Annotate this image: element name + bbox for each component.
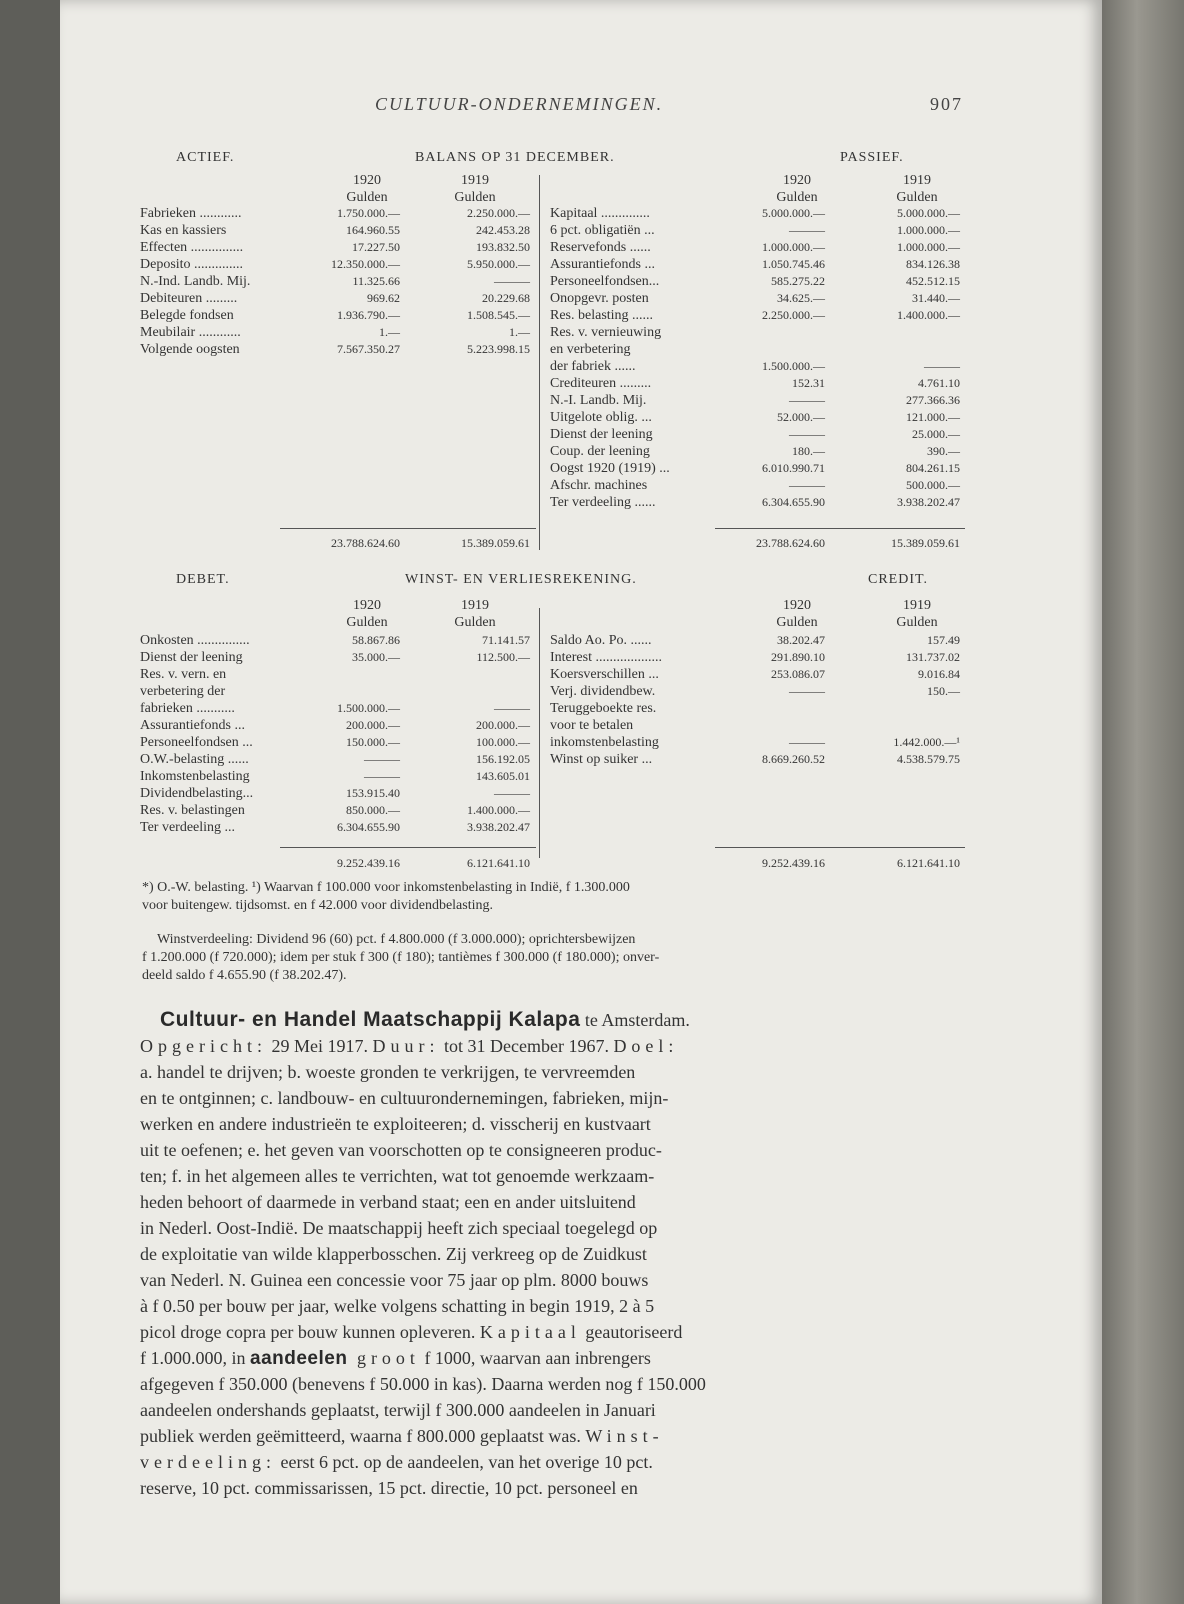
article-line-13 <box>140 1322 682 1343</box>
table-cell: 585.275.22 <box>771 274 825 288</box>
table-cell: Winst op suiker ... <box>550 752 653 767</box>
pl-debit-labels <box>140 632 253 836</box>
table-cell: 157.49 <box>927 633 960 647</box>
bal-debit-1920 <box>300 205 400 358</box>
table-cell <box>300 666 400 683</box>
table-cell <box>720 717 825 734</box>
table-cell: Assurantiefonds ... <box>140 718 245 733</box>
table-cell: 277.366.36 <box>906 393 960 407</box>
kapitaal-label: Kapitaal <box>479 1322 581 1342</box>
table-cell: 2.250.000.— <box>467 206 530 220</box>
table-cell: 8.669.260.52 <box>762 752 825 766</box>
table-cell: 3.938.202.47 <box>467 820 530 834</box>
table-cell: 153.915.40 <box>346 786 400 800</box>
article-line-5: werken en andere industrieën te exploiteeren; d. visscherij en kustvaart <box>140 1114 651 1134</box>
pl-credit-1919 <box>850 632 960 768</box>
table-cell: O.W.-belasting ...... <box>140 752 249 767</box>
table-cell: 1.— <box>509 325 530 339</box>
table-cell: 1.750.000.— <box>337 206 400 220</box>
table-cell: 38.202.47 <box>777 633 825 647</box>
table-cell: Debiteuren ......... <box>140 291 238 306</box>
table-cell: 5.000.000.— <box>762 206 825 220</box>
table-cell: Ter verdeeling ... <box>140 820 236 835</box>
bal-credit-total-rule <box>715 528 965 529</box>
aandeelen-label: aandeelen <box>250 1348 348 1369</box>
table-cell: ——— <box>364 752 400 766</box>
article-line-12: à f 0.50 per bouw per jaar, welke volgens schatting in begin 1919, 2 à 5 <box>140 1296 655 1316</box>
table-cell: ——— <box>789 427 825 441</box>
table-cell: fabrieken ........... <box>140 701 235 716</box>
table-cell: 1.050.745.46 <box>762 257 825 271</box>
table-cell: 5.950.000.— <box>467 257 530 271</box>
table-cell <box>420 683 530 700</box>
table-cell: 100.000.— <box>476 735 530 749</box>
pl-debit-1920 <box>300 632 400 836</box>
table-cell: 152.31 <box>792 376 825 390</box>
pl-debit-1919 <box>420 632 530 836</box>
footnote-line-2: voor buitengew. tijdsomst. en f 42.000 voor dividendbelasting. <box>142 898 493 913</box>
table-cell: N.-I. Landb. Mij. <box>550 393 647 408</box>
table-cell: Dividendbelasting... <box>140 786 254 801</box>
table-cell <box>720 341 825 358</box>
bal-credit-labels <box>550 205 670 511</box>
table-cell: Kas en kassiers <box>140 223 227 238</box>
distribution-line-3: deeld saldo f 4.655.90 (f 38.202.47). <box>142 968 347 983</box>
pl-credit-col-1919: 1919 Gulden <box>896 598 938 630</box>
article-line-10: de exploitatie van wilde klapperbosschen. Zij verkreeg op de Zuidkust <box>140 1244 647 1264</box>
table-cell: Onkosten ............... <box>140 633 250 648</box>
table-cell: 850.000.— <box>346 803 400 817</box>
bal-credit-1920 <box>720 205 825 511</box>
table-cell: 3.938.202.47 <box>897 495 960 509</box>
table-cell: Res. belasting ...... <box>550 308 654 323</box>
bal-debit-total-rule <box>280 528 536 529</box>
table-cell: 112.500.— <box>476 650 530 664</box>
table-cell: 17.227.50 <box>352 240 400 254</box>
pl-debit-col-1920: 1920 Gulden <box>346 598 388 630</box>
article-line-3: a. handel te drijven; b. woeste gronden te verkrijgen, te vervreemden <box>140 1062 636 1082</box>
table-cell: 4.538.579.75 <box>897 752 960 766</box>
table-cell: 6.304.655.90 <box>337 820 400 834</box>
bal-debit-total-1920: 23.788.624.60 <box>331 536 400 550</box>
bal-debit-col-1920: 1920 Gulden <box>346 173 388 205</box>
bal-debit-1919 <box>420 205 530 358</box>
table-cell: 150.— <box>927 684 960 698</box>
table-cell: 58.867.86 <box>352 633 400 647</box>
table-cell: 150.000.— <box>346 735 400 749</box>
table-cell: 1.442.000.—¹ <box>893 735 960 749</box>
table-cell: Res. v. vern. en <box>140 667 227 682</box>
article-line-1 <box>160 1008 690 1032</box>
table-cell <box>420 666 530 683</box>
table-cell: ——— <box>364 769 400 783</box>
bal-credit-col-1919: 1919 Gulden <box>896 173 938 205</box>
article-line-6: uit te oefenen; e. het geven van voorschotten op te consigneeren produc- <box>140 1140 662 1160</box>
balance-right-caption: PASSIEF. <box>840 150 904 165</box>
table-cell: 1.508.545.— <box>467 308 530 322</box>
page-number: 907 <box>930 94 963 114</box>
table-cell: verbetering der <box>140 684 226 699</box>
table-cell: 6.010.990.71 <box>762 461 825 475</box>
table-cell: Onopgevr. posten <box>550 291 649 306</box>
table-cell: 1.500.000.— <box>337 701 400 715</box>
table-cell: 200.000.— <box>346 718 400 732</box>
table-cell: Crediteuren ......... <box>550 376 652 391</box>
distribution-line-2: f 1.200.000 (f 720.000); idem per stuk f 300 (f 180); tantièmes f 300.000 (f 180.000); onver- <box>142 950 660 965</box>
doel-label: Doel: <box>613 1036 679 1056</box>
table-cell <box>720 700 825 717</box>
article-line-8: heden behoort of daarmede in verband staat; een en ander uitsluitend <box>140 1192 636 1212</box>
pl-left-caption: DEBET. <box>176 572 230 587</box>
article-text: eerst 6 pct. op de aandeelen, van het overige 10 pct. <box>275 1452 653 1472</box>
table-cell: Ter verdeeling ...... <box>550 495 656 510</box>
table-cell: 34.625.— <box>777 291 825 305</box>
table-cell: Koersverschillen ... <box>550 667 659 682</box>
table-cell: 291.890.10 <box>771 650 825 664</box>
article-line-18 <box>140 1452 653 1473</box>
table-cell: 1.000.000.— <box>897 223 960 237</box>
article-line-15: afgegeven f 350.000 (benevens f 50.000 in kas). Daarna werden nog f 150.000 <box>140 1374 706 1394</box>
table-cell <box>300 683 400 700</box>
table-cell: 1.400.000.— <box>897 308 960 322</box>
table-cell: Coup. der leening <box>550 444 650 459</box>
table-cell: 9.016.84 <box>918 667 960 681</box>
table-cell: 804.261.15 <box>906 461 960 475</box>
table-cell <box>850 717 960 734</box>
table-cell: 7.567.350.27 <box>337 342 400 356</box>
table-cell: N.-Ind. Landb. Mij. <box>140 274 251 289</box>
table-cell: 11.325.66 <box>352 274 400 288</box>
groot-label: groot <box>347 1348 420 1368</box>
table-cell: Res. v. vernieuwing <box>550 325 662 340</box>
table-cell: 969.62 <box>367 291 400 305</box>
pl-title: WINST- EN VERLIESREKENING. <box>405 572 637 587</box>
table-cell: ——— <box>789 735 825 749</box>
footnote-line-1: *) O.-W. belasting. ¹) Waarvan f 100.000 voor inkomstenbelasting in Indië, f 1.300.000 <box>142 880 630 895</box>
table-cell: Personeelfondsen ... <box>140 735 253 750</box>
table-cell: Afschr. machines <box>550 478 648 493</box>
article-text: picol droge copra per bouw kunnen opleveren. <box>140 1322 480 1342</box>
table-cell: 180.— <box>792 444 825 458</box>
table-cell: 390.— <box>927 444 960 458</box>
article-line-9: in Nederl. Oost-Indië. De maatschappij heeft zich speciaal toegelegd op <box>140 1218 658 1238</box>
article-line-2 <box>140 1036 678 1057</box>
pl-debit-col-1919: 1919 Gulden <box>454 598 496 630</box>
table-cell: 1.500.000.— <box>762 359 825 373</box>
table-cell: 193.832.50 <box>476 240 530 254</box>
bal-debit-labels <box>140 205 250 358</box>
table-cell: 164.960.55 <box>346 223 400 237</box>
duur-value: tot 31 December 1967. <box>439 1036 614 1056</box>
table-cell: 242.453.28 <box>476 223 530 237</box>
running-header: CULTUUR-ONDERNEMINGEN. <box>375 94 664 114</box>
table-cell: 25.000.— <box>912 427 960 441</box>
table-cell: Oogst 1920 (1919) ... <box>550 461 670 476</box>
table-cell: voor te betalen <box>550 718 634 733</box>
bal-debit-total-1919: 15.389.059.61 <box>461 536 530 550</box>
article-line-11: van Nederl. N. Guinea een concessie voor 75 jaar op plm. 8000 bouws <box>140 1270 649 1290</box>
table-cell <box>850 341 960 358</box>
table-cell: der fabriek ...... <box>550 359 636 374</box>
table-cell: 143.605.01 <box>476 769 530 783</box>
table-cell: ——— <box>789 478 825 492</box>
table-cell: 500.000.— <box>906 478 960 492</box>
table-cell: Deposito .............. <box>140 257 244 272</box>
table-cell: ——— <box>494 786 530 800</box>
table-cell: 2.250.000.— <box>762 308 825 322</box>
table-cell: inkomstenbelasting <box>550 735 659 750</box>
table-cell: 12.350.000.— <box>331 257 400 271</box>
table-cell: 121.000.— <box>906 410 960 424</box>
bal-credit-col-1920: 1920 Gulden <box>776 173 818 205</box>
article-line-4: en te ontginnen; c. landbouw- en cultuurondernemingen, fabrieken, mijn- <box>140 1088 669 1108</box>
opgericht-label: Opgericht: <box>140 1036 267 1056</box>
table-cell: ——— <box>789 684 825 698</box>
balance-divider <box>539 175 540 550</box>
table-cell: Inkomstenbelasting <box>140 769 250 784</box>
table-cell: ——— <box>924 359 960 373</box>
table-cell: Volgende oogsten <box>140 342 240 357</box>
article-line-16: aandeelen ondershands geplaatst, terwijl f 300.000 aandeelen in Januari <box>140 1400 656 1420</box>
table-cell <box>720 324 825 341</box>
table-cell: Belegde fondsen <box>140 308 234 323</box>
table-cell: en verbetering <box>550 342 631 357</box>
article-text: f 1000, waarvan aan inbrengers <box>419 1348 651 1368</box>
table-cell: ——— <box>494 701 530 715</box>
article-line-19: reserve, 10 pct. commissarissen, 15 pct. directie, 10 pct. personeel en <box>140 1478 638 1498</box>
balance-left-caption: ACTIEF. <box>176 150 235 165</box>
table-cell: 20.229.68 <box>482 291 530 305</box>
table-cell: 253.086.07 <box>771 667 825 681</box>
table-cell: Uitgelote oblig. ... <box>550 410 652 425</box>
table-cell: 4.761.10 <box>918 376 960 390</box>
table-cell: Res. v. belastingen <box>140 803 245 818</box>
pl-debit-total-rule <box>280 847 536 848</box>
table-cell: Dienst der leening <box>140 650 243 665</box>
pl-debit-total-1920: 9.252.439.16 <box>337 856 400 870</box>
article-line-17 <box>140 1426 664 1447</box>
table-cell <box>850 324 960 341</box>
pl-debit-total-1919: 6.121.641.10 <box>467 856 530 870</box>
bal-credit-total-1920: 23.788.624.60 <box>756 536 825 550</box>
table-cell: Verj. dividendbew. <box>550 684 656 699</box>
table-cell: 156.192.05 <box>476 752 530 766</box>
table-cell: 452.512.15 <box>906 274 960 288</box>
book-binding <box>1098 0 1184 1604</box>
pl-credit-labels <box>550 632 662 768</box>
table-cell: 834.126.38 <box>906 257 960 271</box>
table-cell: 71.141.57 <box>482 633 530 647</box>
table-cell: ——— <box>789 393 825 407</box>
bal-credit-1919 <box>850 205 960 511</box>
pl-credit-total-1920: 9.252.439.16 <box>762 856 825 870</box>
opgericht-value: 29 Mei 1917. <box>266 1036 373 1056</box>
table-cell: ——— <box>789 223 825 237</box>
company-location: te Amsterdam. <box>580 1010 690 1030</box>
company-name: Cultuur- en Handel Maatschappij Kalapa <box>160 1008 581 1031</box>
distribution-line-1: Winstverdeeling: Dividend 96 (60) pct. f 4.800.000 (f 3.000.000); oprichtersbewijzen <box>157 932 636 947</box>
article-text: publiek werden geëmitteerd, waarna f 800.000 geplaatst was. <box>140 1426 586 1446</box>
bal-debit-col-1919: 1919 Gulden <box>454 173 496 205</box>
pl-credit-1920 <box>720 632 825 768</box>
table-cell: Effecten ............... <box>140 240 244 255</box>
table-cell <box>850 700 960 717</box>
pl-credit-total-rule <box>715 847 965 848</box>
winst-label: Winst- <box>585 1426 664 1446</box>
table-cell: 6 pct. obligatiën ... <box>550 223 655 238</box>
pl-divider <box>539 608 540 858</box>
table-cell: 1.400.000.— <box>467 803 530 817</box>
article-line-7: ten; f. in het algemeen alles te verrichten, wat tot genoemde werkzaam- <box>140 1166 655 1186</box>
table-cell: ——— <box>494 274 530 288</box>
table-cell: 131.737.02 <box>906 650 960 664</box>
pl-right-caption: CREDIT. <box>868 572 929 587</box>
table-cell: 5.000.000.— <box>897 206 960 220</box>
table-cell: 5.223.998.15 <box>467 342 530 356</box>
table-cell: Saldo Ao. Po. ...... <box>550 633 652 648</box>
table-cell: 35.000.— <box>352 650 400 664</box>
table-cell: Dienst der leening <box>550 427 653 442</box>
table-cell: Fabrieken ............ <box>140 206 242 221</box>
book-page <box>60 0 1102 1604</box>
table-cell: Teruggeboekte res. <box>550 701 657 716</box>
verdeeling-label: verdeeling: <box>140 1452 276 1472</box>
table-cell: Assurantiefonds ... <box>550 257 655 272</box>
table-cell: Meubilair ............ <box>140 325 241 340</box>
table-cell: 1.000.000.— <box>897 240 960 254</box>
kapitaal-rest: geautoriseerd <box>580 1322 683 1342</box>
bal-credit-total-1919: 15.389.059.61 <box>891 536 960 550</box>
table-cell: Kapitaal .............. <box>550 206 650 221</box>
table-cell: 1.000.000.— <box>762 240 825 254</box>
pl-credit-total-1919: 6.121.641.10 <box>897 856 960 870</box>
table-cell: 31.440.— <box>912 291 960 305</box>
table-cell: Personeelfondsen... <box>550 274 660 289</box>
pl-credit-col-1920: 1920 Gulden <box>776 598 818 630</box>
table-cell: 6.304.655.90 <box>762 495 825 509</box>
table-cell: 1.936.790.— <box>337 308 400 322</box>
table-cell: 200.000.— <box>476 718 530 732</box>
article-text: f 1.000.000, in <box>140 1348 250 1368</box>
table-cell: Reservefonds ...... <box>550 240 651 255</box>
balance-title: BALANS OP 31 DECEMBER. <box>415 150 615 165</box>
table-cell: 52.000.— <box>777 410 825 424</box>
duur-label: Duur: <box>372 1036 440 1056</box>
article-line-14 <box>140 1348 651 1370</box>
table-cell: 1.— <box>379 325 400 339</box>
table-cell: Interest ................... <box>550 650 662 665</box>
